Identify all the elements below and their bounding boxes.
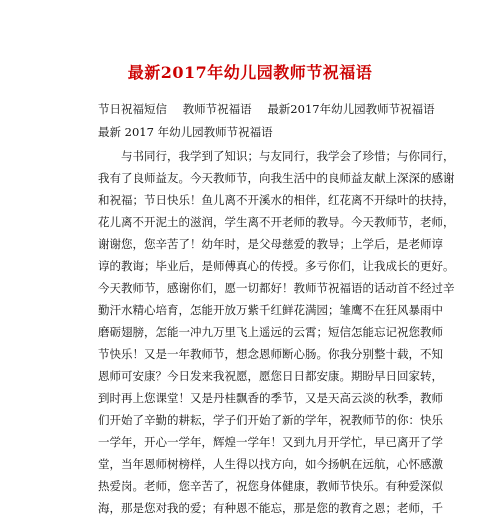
body-line: 们开始了辛勤的耕耘，学子们开始了新的学年，祝教师节的你：快乐 bbox=[98, 413, 443, 427]
breadcrumb bbox=[98, 101, 447, 117]
body-line: 恩师可安康？今日发来我祝愿，愿您日日都安康。期盼早日回家转， bbox=[98, 369, 443, 383]
body-line: 花儿离不开泥土的滋润，学生离不开老师的教导。今天教师节，老师， bbox=[98, 215, 455, 229]
body-line: 节快乐！又是一年教师节，想念恩师断心肠。你我分别整十载，不知 bbox=[98, 347, 443, 361]
body-line: 谢谢您，您辛苦了！幼年时，是父母慈爱的教导；上学后，是老师谆 bbox=[98, 237, 443, 251]
body-line: 到时再上您课堂！又是丹桂飘香的季节，又是天高云淡的秋季，教师 bbox=[98, 391, 443, 405]
body-line: 与书同行，我学到了知识；与友同行，我学会了珍惜；与你同行， bbox=[98, 149, 455, 163]
body-line: 热爱岗。老师，您辛苦了，祝您身体健康，教师节快乐。有种爱深似 bbox=[98, 479, 443, 493]
body-line: 海，那是您对我的爱；有种恩不能忘，那是您的教育之恩；老师，千 bbox=[98, 501, 443, 515]
body-line: 堂，当年恩师树榜样，人生得以找方向，如今扬帆在远航，心怀感激 bbox=[98, 457, 443, 471]
breadcrumb-item[interactable]: 最新2017年幼儿园教师节祝福语 bbox=[267, 102, 435, 116]
breadcrumb-item[interactable]: 教师节祝福语 bbox=[182, 102, 252, 116]
body-line: 今天教师节，感谢你们，愿一切都好！教师节祝福语的话动首不经过辛 bbox=[98, 281, 455, 295]
body-line: 谆的教诲；毕业后，是师傅真心的传授。多亏你们，让我成长的更好。 bbox=[98, 259, 455, 273]
body-line: 一学年，开心一学年，辉煌一学年！又到九月开学忙，早已离开了学 bbox=[98, 435, 443, 449]
body-line: 和祝福；节日快乐！鱼儿离不开溪水的相伴，红花离不开绿叶的扶持， bbox=[98, 193, 455, 207]
body-line: 磨砺翅膀，怎能一冲九万里飞上遥远的云霄；短信怎能忘记祝您教师 bbox=[98, 325, 443, 339]
body-line: 勤汗水精心培育，怎能开放万紫千红鲜花满园；雏鹰不在狂风暴雨中 bbox=[98, 303, 443, 317]
subheading: 最新 2017 年幼儿园教师节祝福语 bbox=[98, 125, 273, 139]
body-line: 我有了良师益友。今天教师节，向我生活中的良师益友献上深深的感谢 bbox=[98, 171, 455, 185]
page-title: 最新2017年幼儿园教师节祝福语 bbox=[127, 63, 373, 82]
breadcrumb-item[interactable]: 节日祝福短信 bbox=[98, 102, 167, 116]
